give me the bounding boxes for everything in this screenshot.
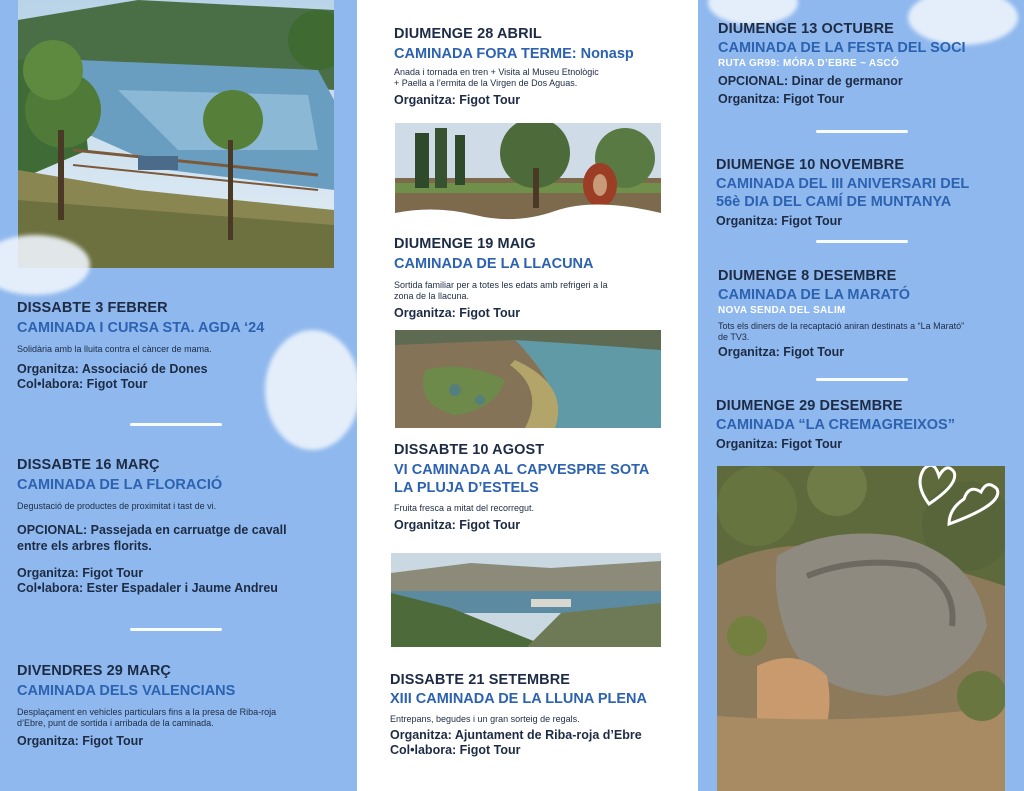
event-block [394,26,694,108]
event-title: CAMINADA “LA CREMAGREIXOS” [716,417,955,433]
event-organizer: Organitza: Figot Tour [718,92,845,106]
event-title: XIII CAMINADA DE LA LLUNA PLENA [390,691,647,707]
heart-doodle [909,466,1005,534]
event-title-cont: 56è DIA DEL CAMÍ DE MUNTANYA [716,194,952,210]
event-title: CAMINADA I CURSA STA. AGDA ‘24 [17,320,265,336]
event-block [17,663,347,749]
event-date: DISSABTE 16 MARÇ [17,457,160,473]
event-organizer: Organitza: Ajuntament de Riba-roja d’Ebre [390,728,642,742]
event-collaborator: Col•labora: Figot Tour [17,377,148,391]
event-title: CAMINADA DE LA FESTA DEL SOCI [718,40,966,56]
event-organizer: Organitza: Figot Tour [716,437,843,451]
event-organizer: Organitza: Figot Tour [716,214,843,228]
separator-line [816,378,908,381]
event-date: DIVENDRES 29 MARÇ [17,663,171,679]
event-description-cont: zona de la llacuna. [394,291,470,301]
event-title: CAMINADA FORA TERME: Nonasp [394,46,634,62]
event-block [17,300,347,392]
event-optional-cont: entre els arbres florits. [17,539,152,553]
event-title: CAMINADA DE LA MARATÓ [718,287,910,303]
event-description-cont: d’Ebre, punt de sortida i arribada de la caminada. [17,718,214,728]
event-description: Tots els diners de la recaptació aniran destinats a “La Marató” [718,321,965,331]
event-date: DIUMENGE 19 MAIG [394,236,536,252]
event-block [718,268,1018,360]
event-title: VI CAMINADA AL CAPVESPRE SOTA [394,462,650,478]
lake-viewpoint-photo [18,0,334,268]
event-description: Sortida familiar per a totes les edats amb refrigeri a la [394,280,608,290]
event-title: CAMINADA DE LA FLORACIÓ [17,477,223,493]
event-organizer: Organitza: Figot Tour [17,566,144,580]
event-organizer: Organitza: Figot Tour [17,734,144,748]
event-block [394,236,694,321]
event-description: Solidària amb la lluita contra el càncer de mama. [17,344,212,354]
event-date: DISSABTE 21 SETEMBRE [390,672,571,688]
event-organizer: Organitza: Associació de Dones [17,362,208,376]
event-organizer: Organitza: Figot Tour [394,518,521,532]
event-block [716,398,1016,452]
boulder-trail-photo [717,466,1005,791]
event-collaborator: Col•labora: Ester Espadaler i Jaume Andreu [17,581,278,595]
event-description: Fruita fresca a mitat del recorregut. [394,503,535,513]
event-title: CAMINADA DE LA LLACUNA [394,256,594,272]
event-route: RUTA GR99: MÓRA D’EBRE ~ ASCÓ [718,58,900,69]
event-title: CAMINADA DEL III ANIVERSARI DEL [716,176,970,192]
event-block [17,457,352,596]
event-date: DIUMENGE 13 OCTUBRE [718,21,894,37]
event-date: DIUMENGE 28 ABRIL [394,26,542,42]
event-block [390,672,695,758]
separator-line [130,628,222,631]
event-optional: OPCIONAL: Passejada en carruatge de cavall [17,523,287,537]
separator-line [816,130,908,133]
event-block [718,21,1018,107]
event-title: CAMINADA DELS VALENCIANS [17,683,236,699]
event-date: DIUMENGE 10 NOVEMBRE [716,157,905,173]
event-date: DIUMENGE 8 DESEMBRE [718,268,897,284]
event-description: Desplaçament en vehicles particulars fins a la presa de Riba-roja [17,707,277,717]
event-description-cont: de TV3. [718,332,750,342]
event-organizer: Organitza: Figot Tour [394,306,521,320]
right-panel [698,0,1024,791]
lagoon-aerial-photo [395,330,661,428]
event-title-cont: LA PLUJA D’ESTELS [394,480,539,496]
event-description-cont: + Paella a l’ermita de la Virgen de Dos Aguas. [394,78,578,88]
dam-reservoir-photo [391,553,661,653]
event-description: Degustació de productes de proximitat i tast de vi. [17,501,217,511]
event-optional: OPCIONAL: Dinar de germanor [718,74,903,88]
event-organizer: Organitza: Figot Tour [394,93,521,107]
event-description: Anada i tornada en tren + Visita al Museu Etnològic [394,67,599,77]
event-date: DIUMENGE 29 DESEMBRE [716,398,903,414]
separator-line [816,240,908,243]
event-block [716,157,1016,229]
event-date: DISSABTE 3 FEBRER [17,300,168,316]
middle-panel [357,0,698,791]
event-route: NOVA SENDA DEL SALIM [718,305,846,316]
event-block [394,442,694,533]
left-panel [0,0,357,791]
event-date: DISSABTE 10 AGOST [394,442,545,458]
park-sculpture-photo [395,123,661,220]
event-organizer: Organitza: Figot Tour [718,345,845,359]
separator-line [130,423,222,426]
event-collaborator: Col•labora: Figot Tour [390,743,521,757]
event-description: Entrepans, begudes i un gran sorteig de regals. [390,714,580,724]
